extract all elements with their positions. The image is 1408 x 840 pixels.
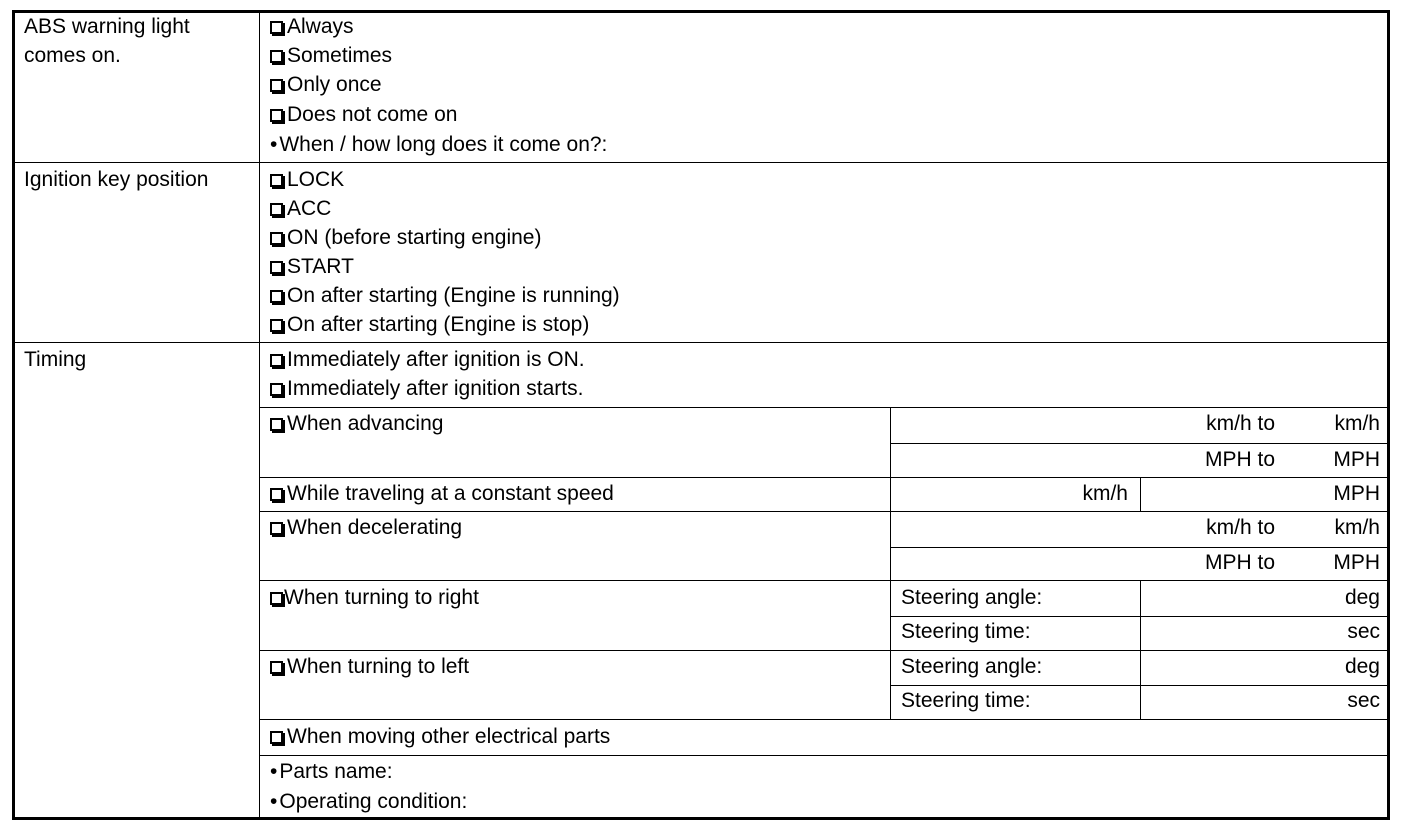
constant-mph: MPH bbox=[1333, 482, 1380, 505]
column-divider bbox=[1140, 580, 1141, 719]
checkbox-when-decelerating[interactable]: When decelerating bbox=[270, 516, 462, 540]
turn-right-angle-unit: deg bbox=[1344, 586, 1380, 609]
checkbox-icon bbox=[270, 290, 283, 303]
checkbox-immediately-on[interactable]: Immediately after ignition is ON. bbox=[270, 348, 585, 372]
row-divider bbox=[259, 407, 1390, 408]
checkbox-start[interactable]: START bbox=[270, 255, 354, 279]
checkbox-when-advancing[interactable]: When advancing bbox=[270, 412, 443, 436]
checkbox-icon bbox=[270, 174, 283, 187]
when-how-long-note: •When / how long does it come on?: bbox=[270, 133, 608, 156]
checkbox-on-after-start-running[interactable]: On after starting (Engine is running) bbox=[270, 284, 620, 308]
turn-left-time-label: Steering time: bbox=[901, 689, 1031, 712]
checkbox-on-before-start[interactable]: ON (before starting engine) bbox=[270, 226, 541, 250]
decelerating-mph: MPH bbox=[1333, 551, 1380, 574]
row-divider bbox=[12, 342, 1390, 343]
decelerating-mph-to: MPH to bbox=[1204, 551, 1275, 574]
bullet-icon: • bbox=[270, 790, 278, 813]
abs-warning-label: ABS warning light comes on. bbox=[24, 15, 190, 67]
checkbox-on-after-start-stop[interactable]: On after starting (Engine is stop) bbox=[270, 313, 589, 337]
checkbox-does-not-come-on[interactable]: Does not come on bbox=[270, 103, 457, 127]
bullet-icon: • bbox=[270, 133, 278, 156]
checkbox-icon bbox=[270, 319, 283, 332]
turn-right-angle-label: Steering angle: bbox=[901, 586, 1043, 609]
row-divider bbox=[890, 547, 1390, 548]
abs-warning-label-line2: comes on. bbox=[24, 44, 121, 67]
checkbox-icon bbox=[270, 50, 283, 63]
advancing-kmh: km/h bbox=[1334, 412, 1380, 435]
decelerating-kmh: km/h bbox=[1334, 516, 1380, 539]
checkbox-icon bbox=[270, 232, 283, 245]
checkbox-icon bbox=[270, 661, 283, 674]
operating-condition-note: •Operating condition: bbox=[270, 790, 468, 813]
checkbox-lock[interactable]: LOCK bbox=[270, 168, 344, 192]
checkbox-always[interactable]: Always bbox=[270, 15, 354, 39]
timing-label: Timing bbox=[24, 348, 87, 371]
parts-name-note: •Parts name: bbox=[270, 760, 393, 783]
row-divider bbox=[259, 580, 1390, 581]
checkbox-only-once[interactable]: Only once bbox=[270, 73, 382, 97]
checkbox-icon bbox=[270, 731, 283, 744]
turn-left-angle-label: Steering angle: bbox=[901, 655, 1043, 678]
checkbox-acc[interactable]: ACC bbox=[270, 197, 331, 221]
checkbox-icon bbox=[270, 21, 283, 34]
checkbox-icon bbox=[270, 383, 283, 396]
checkbox-icon bbox=[270, 592, 283, 605]
checkbox-turning-left[interactable]: When turning to left bbox=[270, 655, 469, 679]
bullet-icon: • bbox=[270, 760, 278, 783]
advancing-mph-to: MPH to bbox=[1204, 448, 1275, 471]
row-divider bbox=[259, 511, 1390, 512]
advancing-kmh-to: km/h to bbox=[1206, 412, 1275, 435]
checkbox-sometimes[interactable]: Sometimes bbox=[270, 44, 392, 68]
row-divider bbox=[12, 162, 1390, 163]
checkbox-icon bbox=[270, 203, 283, 216]
checkbox-icon bbox=[270, 261, 283, 274]
constant-kmh: km/h bbox=[1082, 482, 1128, 505]
checkbox-icon bbox=[270, 354, 283, 367]
column-divider bbox=[1140, 477, 1141, 511]
turn-left-angle-unit: deg bbox=[1344, 655, 1380, 678]
checkbox-turning-right[interactable]: When turning to right bbox=[270, 586, 479, 610]
row-divider bbox=[259, 755, 1390, 756]
checkbox-icon bbox=[270, 79, 283, 92]
column-divider bbox=[890, 407, 891, 719]
advancing-mph: MPH bbox=[1333, 448, 1380, 471]
turn-left-time-unit: sec bbox=[1347, 689, 1380, 712]
turn-right-time-unit: sec bbox=[1347, 620, 1380, 643]
checkbox-icon bbox=[270, 488, 283, 501]
checkbox-icon bbox=[270, 109, 283, 122]
checkbox-icon bbox=[270, 522, 283, 535]
turn-right-time-label: Steering time: bbox=[901, 620, 1031, 643]
row-divider bbox=[259, 650, 1390, 651]
column-divider bbox=[259, 10, 260, 820]
decelerating-kmh-to: km/h to bbox=[1206, 516, 1275, 539]
checkbox-constant-speed[interactable]: While traveling at a constant speed bbox=[270, 482, 614, 506]
checkbox-icon bbox=[270, 418, 283, 431]
checkbox-immediately-start[interactable]: Immediately after ignition starts. bbox=[270, 377, 583, 401]
checkbox-electrical-parts[interactable]: When moving other electrical parts bbox=[270, 725, 610, 749]
row-divider bbox=[259, 719, 1390, 720]
row-divider bbox=[259, 477, 1390, 478]
row-divider bbox=[890, 443, 1390, 444]
ignition-key-label: Ignition key position bbox=[24, 168, 209, 191]
